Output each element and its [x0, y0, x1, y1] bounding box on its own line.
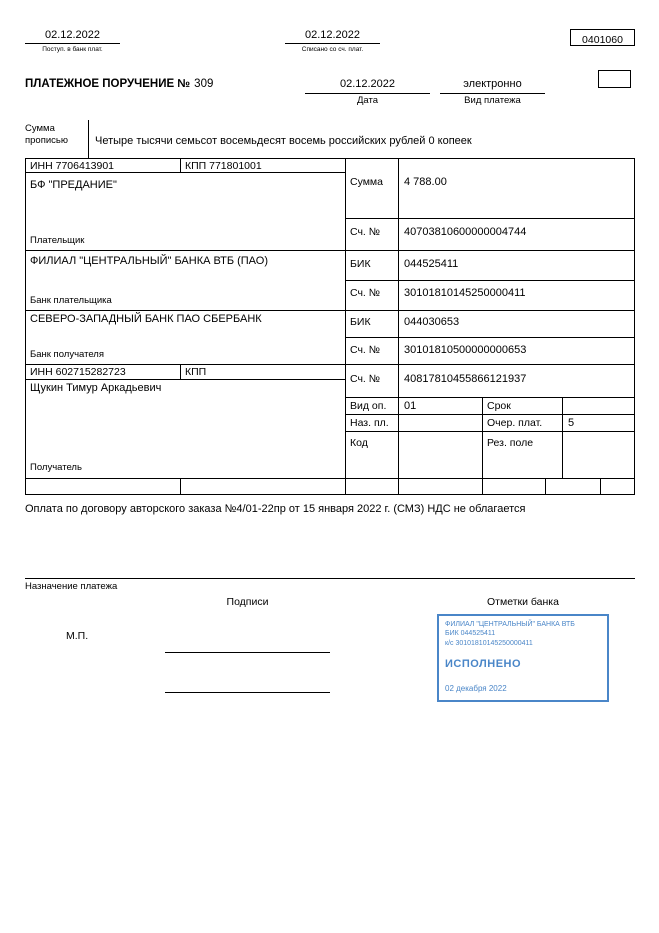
divider [180, 158, 181, 172]
receiver-kpp-label: КПП [185, 366, 207, 378]
receiver-bank-section-label: Банк получателя [30, 349, 104, 360]
document-title-text: ПЛАТЕЖНОЕ ПОРУЧЕНИЕ № [25, 78, 191, 90]
amount-label: Сумма [350, 176, 383, 188]
stamp-bik: БИК 044525411 [445, 630, 496, 638]
divider [25, 43, 120, 44]
seal-place-label: М.П. [66, 630, 89, 642]
divider [634, 158, 635, 494]
bank-stamp [437, 614, 609, 702]
bank-marks-title: Отметки банка [487, 596, 559, 608]
payer-section-label: Плательщик [30, 235, 85, 246]
receiver-inn: ИНН 602715282723 [30, 366, 126, 378]
amount-words-label-1: Сумма [25, 123, 55, 134]
payer-bank-account: 30101810145250000411 [404, 287, 526, 299]
status-code-box [598, 70, 631, 88]
payment-kind: электронно [463, 78, 522, 90]
divider [25, 478, 635, 479]
form-code: 0401060 [582, 34, 623, 46]
divider [345, 414, 635, 415]
document-date: 02.12.2022 [339, 78, 396, 90]
divider [25, 578, 635, 579]
divider [25, 250, 635, 251]
divider [180, 478, 181, 494]
signature-line [165, 652, 330, 653]
divider [562, 397, 563, 478]
stamp-corr-account: к/с 30101810145250000411 [445, 639, 533, 647]
receiver-account: 40817810455866121937 [404, 373, 527, 385]
receiver-section-label: Получатель [30, 462, 82, 473]
amount-in-words: Четыре тысячи семьсот восемьдесят восемь российских рублей 0 копеек [95, 135, 472, 147]
payer-bank-name: ФИЛИАЛ "ЦЕНТРАЛЬНЫЙ" БАНКА ВТБ (ПАО) [30, 255, 268, 267]
divider [305, 93, 430, 94]
receiver-bank-name: СЕВЕРО-ЗАПАДНЫЙ БАНК ПАО СБЕРБАНК [30, 313, 262, 325]
divider [25, 379, 345, 380]
signatures-title: Подписи [226, 596, 269, 608]
priority-value: 5 [568, 417, 575, 429]
signature-line [165, 692, 330, 693]
debited-date-label: Списано со сч. плат. [301, 46, 364, 53]
receiver-bank-account-label: Сч. № [350, 344, 381, 356]
divider [345, 158, 346, 494]
divider [440, 93, 545, 94]
debited-date: 02.12.2022 [304, 29, 361, 41]
payer-bank-bik-label: БИК [350, 258, 371, 270]
divider [25, 158, 26, 494]
divider [25, 364, 635, 365]
payment-purpose-text: Оплата по договору авторского заказа №4/01-22пр от 15 января 2022 г. (СМЗ) НДС не облагается [25, 503, 526, 515]
payer-name: БФ "ПРЕДАНИЕ" [30, 179, 117, 191]
stamp-bank-name: ФИЛИАЛ "ЦЕНТРАЛЬНЫЙ" БАНКА ВТБ [445, 621, 575, 628]
code-label: Код [350, 437, 368, 449]
op-type-label: Вид оп. [350, 400, 387, 412]
divider [600, 478, 601, 494]
op-type-value: 01 [404, 400, 417, 412]
receiver-account-label: Сч. № [350, 373, 381, 385]
divider [345, 280, 635, 281]
payer-kpp: КПП 771801001 [185, 160, 262, 172]
payment-kind-label: Вид платежа [464, 95, 521, 106]
receiver-bank-bik: 044030653 [404, 316, 460, 328]
payer-bank-account-label: Сч. № [350, 287, 381, 299]
divider [345, 397, 635, 398]
divider [398, 158, 399, 494]
stamp-date: 02 декабря 2022 [445, 684, 507, 694]
payer-account: 40703810600000004744 [404, 226, 527, 238]
divider [345, 218, 635, 219]
divider [25, 310, 635, 311]
divider [545, 478, 546, 494]
stamp-status: ИСПОЛНЕНО [445, 658, 522, 671]
received-date-label: Поступ. в банк плат. [42, 46, 103, 53]
document-title [25, 78, 213, 91]
payer-bank-bik: 044525411 [404, 258, 459, 270]
divider [345, 337, 635, 338]
divider [345, 431, 635, 432]
divider [285, 43, 380, 44]
payer-bank-section-label: Банк плательщика [30, 295, 112, 306]
term-label: Срок [487, 400, 511, 412]
received-date: 02.12.2022 [44, 29, 101, 41]
pay-purpose-label: Наз. пл. [350, 417, 389, 429]
priority-label: Очер. плат. [487, 417, 543, 429]
form-code-box [570, 29, 635, 46]
document-number: 309 [194, 78, 214, 90]
divider [25, 158, 635, 159]
receiver-bank-account: 30101810500000000653 [404, 344, 527, 356]
amount-value: 4 788.00 [404, 176, 447, 188]
divider [88, 120, 89, 158]
payment-purpose-label: Назначение платежа [25, 581, 118, 592]
divider [25, 494, 635, 495]
receiver-name: Щукин Тимур Аркадьевич [30, 382, 162, 394]
divider [180, 364, 181, 379]
divider [482, 397, 483, 494]
document-date-label: Дата [356, 95, 379, 106]
payer-inn: ИНН 7706413901 [30, 160, 115, 172]
reserve-field-label: Рез. поле [487, 437, 534, 449]
amount-words-label-2: прописью [25, 135, 68, 146]
divider [25, 172, 345, 173]
receiver-bank-bik-label: БИК [350, 316, 371, 328]
payer-account-label: Сч. № [350, 226, 381, 238]
